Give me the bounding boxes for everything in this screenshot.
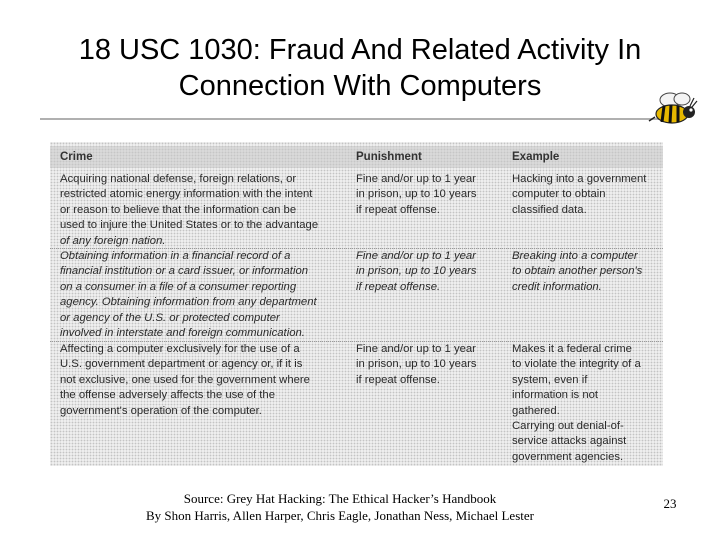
table-cell-line: system, even if <box>512 373 588 386</box>
table-cell-line: Obtaining information in a financial record of a <box>60 250 291 262</box>
table-cell-line: Fine and/or up to 1 year <box>356 343 476 355</box>
table-cell-line: computer to obtain <box>512 188 606 201</box>
table-cell-line: classified data. <box>512 203 587 216</box>
table-cell-line: to obtain another person's <box>512 265 643 278</box>
slide-title <box>20 32 700 104</box>
table-cell-line: Affecting a computer exclusively for the use of a <box>60 343 300 355</box>
table-cell-line: or reason to believe that the information can be <box>60 203 297 216</box>
table-cell-line: Hacking into a government <box>512 173 647 185</box>
table-cell-line: service attacks against <box>512 435 627 448</box>
header-punishment: Punishment <box>356 151 422 163</box>
table-cell-line: of any foreign nation. <box>60 234 166 247</box>
row-2-punishment <box>356 249 477 295</box>
slide-title-line-2: Connection With Computers <box>178 70 542 102</box>
source-line-1: Source: Grey Hat Hacking: The Ethical Hacker’s Handbook <box>183 491 497 506</box>
bee-icon <box>646 90 698 130</box>
law-table <box>50 142 663 466</box>
row-1-crime <box>60 172 318 249</box>
table-cell-line: restricted atomic energy information with the intent <box>60 188 313 201</box>
header-crime: Crime <box>60 151 93 163</box>
header-example: Example <box>512 151 560 163</box>
table-cell-line: used to injure the United States or to the advantage <box>60 219 319 232</box>
row-3-punishment <box>356 342 477 388</box>
table-cell-line: involved in interstate and foreign communication. <box>60 327 305 340</box>
row-1-punishment <box>356 172 477 218</box>
table-cell-line: if repeat offense. <box>356 373 440 386</box>
table-cell-line: Fine and/or up to 1 year <box>356 250 476 262</box>
table-cell-line: if repeat offense. <box>356 280 441 293</box>
table-cell-line: if repeat offense. <box>356 203 440 216</box>
table-cell-line: in prison, up to 10 years <box>356 188 477 201</box>
table-cell-line: on a consumer in a file of a consumer reporting <box>60 280 297 293</box>
table-cell-line: government agencies. <box>512 450 624 463</box>
page-number: 23 <box>663 496 677 511</box>
table-cell-line: in prison, up to 10 years <box>356 358 477 371</box>
table-cell-line: in prison, up to 10 years <box>356 265 477 278</box>
table-cell-line: gathered. <box>512 404 560 417</box>
table-cell-line: to violate the integrity of a <box>512 358 641 371</box>
source-citation <box>90 490 590 524</box>
title-divider <box>40 118 660 120</box>
table-cell-line: financial institution or a card issuer, or information <box>60 265 309 278</box>
row-3-example <box>512 342 641 465</box>
table-cell-line: Breaking into a computer <box>512 250 638 262</box>
slide-title-line-1: 18 USC 1030: Fraud And Related Activity In <box>78 34 642 66</box>
table-cell-line: Makes it a federal crime <box>512 343 632 355</box>
row-1-example <box>512 172 646 218</box>
table-cell-line: Carrying out denial-of- <box>512 420 624 433</box>
table-cell-line: agency. Obtaining information from any department <box>60 296 317 309</box>
table-cell-line: credit information. <box>512 280 602 293</box>
table-cell-line: the offense adversely affects the use of the <box>60 389 275 402</box>
table-cell-line: U.S. government department or agency or, if it is <box>60 358 303 371</box>
table-cell-line: government's operation of the computer. <box>60 404 262 417</box>
table-cell-line: or agency of the U.S. or protected computer <box>60 311 280 324</box>
table-cell-line: Fine and/or up to 1 year <box>356 173 476 185</box>
table-cell-line: not exclusive, one used for the government where <box>60 373 310 386</box>
table-cell-line: information is not <box>512 389 599 402</box>
source-line-2: By Shon Harris, Allen Harper, Chris Eagle, Jonathan Ness, Michael Lester <box>146 508 534 523</box>
row-3-crime <box>60 342 310 419</box>
row-2-example <box>512 249 642 295</box>
row-2-crime <box>60 249 317 341</box>
table-cell-line: Acquiring national defense, foreign relations, or <box>60 173 297 185</box>
